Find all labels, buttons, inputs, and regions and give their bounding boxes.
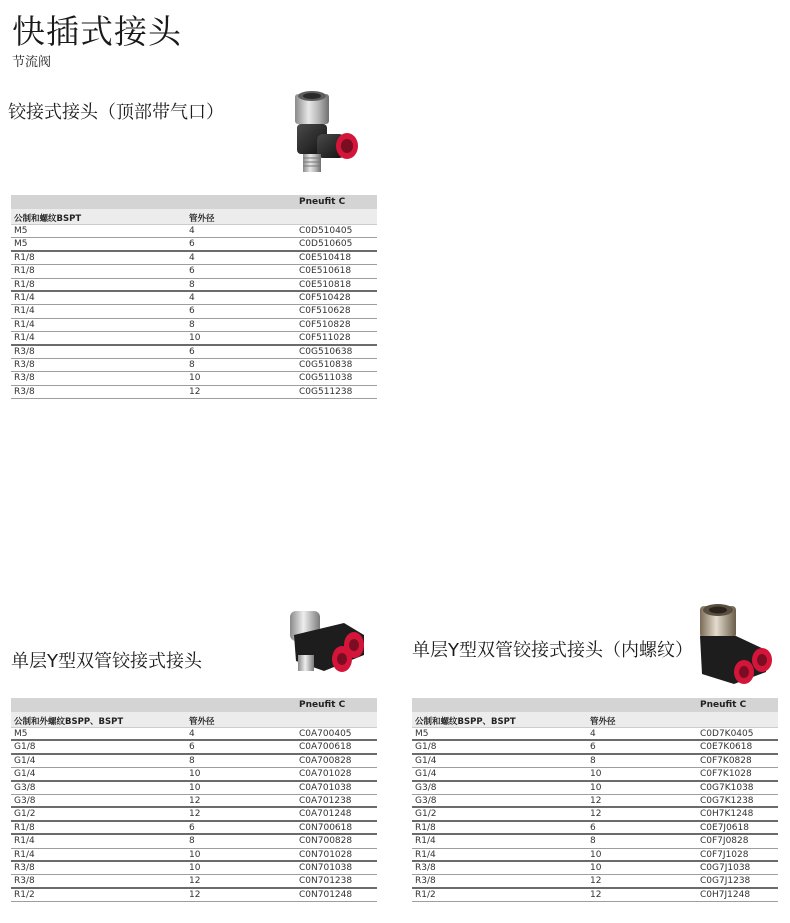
tube-od-cell: 6 [189, 266, 195, 277]
table-row [412, 862, 778, 875]
thread-cell: G1/8 [415, 742, 437, 753]
tube-od-cell: 10 [189, 333, 201, 344]
thread-cell: R3/8 [14, 373, 35, 384]
thread-cell: R1/4 [14, 836, 35, 847]
table-row [11, 265, 377, 278]
thread-cell: R1/8 [14, 279, 35, 290]
thread-cell: R3/8 [415, 876, 436, 887]
part-code-cell: C0F510628 [299, 306, 351, 317]
tube-od-cell: 10 [189, 769, 201, 780]
part-code-cell: C0A700828 [299, 755, 352, 766]
brand-band [11, 195, 377, 209]
thread-cell: G1/4 [14, 755, 36, 766]
part-code-cell: C0E7J0618 [700, 822, 749, 833]
table-y-twin-swivel-female [412, 698, 778, 902]
part-code-cell: C0F510428 [299, 292, 351, 303]
thread-cell: R1/4 [415, 836, 436, 847]
thread-cell: G1/8 [14, 742, 36, 753]
part-code-cell: C0F511028 [299, 333, 351, 344]
tube-od-cell: 8 [189, 755, 195, 766]
table-row [11, 332, 377, 345]
tube-od-cell: 6 [590, 822, 596, 833]
tube-od-cell: 10 [590, 769, 602, 780]
tube-od-cell: 8 [189, 359, 195, 370]
tube-od-cell: 4 [189, 226, 195, 236]
table-row [412, 741, 778, 754]
thread-cell: M5 [14, 239, 28, 250]
thread-cell: R3/8 [415, 862, 436, 873]
thread-cell: G3/8 [415, 782, 437, 793]
table-row [412, 808, 778, 821]
tube-od-cell: 12 [189, 876, 201, 887]
thread-cell: M5 [14, 226, 28, 236]
part-code-cell: C0D7K0405 [700, 729, 754, 739]
table-header [11, 209, 377, 225]
thread-cell: R1/4 [14, 333, 35, 344]
table-row [11, 292, 377, 305]
brand-label: Pneufit C [299, 700, 346, 710]
tube-od-cell: 8 [189, 319, 195, 330]
tube-od-cell: 6 [189, 822, 195, 833]
table-row [11, 372, 377, 385]
thread-cell: G1/2 [14, 809, 36, 820]
table-row [11, 305, 377, 318]
tube-od-cell: 12 [189, 795, 201, 806]
tube-od-cell: 12 [590, 809, 602, 820]
part-code-cell: C0F7J0828 [700, 836, 749, 847]
part-code-cell: C0N701248 [299, 889, 353, 900]
thread-cell: R1/8 [415, 822, 436, 833]
thread-cell: G1/4 [415, 755, 437, 766]
table-row [11, 808, 377, 821]
thread-cell: R1/8 [14, 266, 35, 277]
table-row [11, 795, 377, 808]
section-title-y-twin-swivel: 单层Y型双管铰接式接头 [11, 651, 202, 672]
table-row [11, 252, 377, 265]
table-row [412, 728, 778, 741]
table-row [11, 359, 377, 372]
tube-od-cell: 10 [590, 849, 602, 860]
part-code-cell: C0H7J1248 [700, 889, 751, 900]
tube-od-cell: 12 [189, 809, 201, 820]
table-row [412, 782, 778, 795]
y-twin-swivel-fitting-image [284, 605, 380, 677]
thread-cell: R1/4 [14, 319, 35, 330]
page-subtitle: 节流阀 [12, 55, 52, 70]
tube-od-cell: 12 [590, 876, 602, 887]
table-row [412, 835, 778, 848]
part-code-cell: C0N700618 [299, 822, 353, 833]
thread-cell: G1/2 [415, 809, 437, 820]
col-tube-header: 管外径 [189, 717, 215, 727]
table-row [11, 849, 377, 862]
part-code-cell: C0E7K0618 [700, 742, 753, 753]
part-code-cell: C0N700828 [299, 836, 353, 847]
part-code-cell: C0G7K1238 [700, 795, 754, 806]
thread-cell: R1/2 [14, 889, 35, 900]
tube-od-cell: 8 [189, 836, 195, 847]
col-thread-header: 公制和螺纹BSPP、BSPT [415, 717, 516, 727]
thread-cell: G3/8 [14, 782, 36, 793]
thread-cell: R3/8 [14, 359, 35, 370]
table-row [412, 795, 778, 808]
tube-od-cell: 8 [189, 279, 195, 290]
tube-od-cell: 10 [590, 782, 602, 793]
brand-label: Pneufit C [299, 197, 346, 207]
y-twin-swivel-female-fitting-image [690, 600, 780, 690]
tube-od-cell: 10 [189, 849, 201, 860]
tube-od-cell: 12 [590, 889, 602, 900]
part-code-cell: C0F7K0828 [700, 755, 752, 766]
table-row [412, 755, 778, 768]
thread-cell: M5 [14, 729, 28, 739]
brand-label: Pneufit C [700, 700, 747, 710]
thread-cell: R1/2 [415, 889, 436, 900]
table-row [11, 741, 377, 754]
thread-cell: G3/8 [415, 795, 437, 806]
tube-od-cell: 4 [590, 729, 596, 739]
brand-band [11, 698, 377, 712]
tube-od-cell: 4 [189, 252, 195, 263]
part-code-cell: C0D510405 [299, 226, 353, 236]
table-header [11, 712, 377, 728]
part-code-cell: C0G511238 [299, 386, 353, 397]
table-row [11, 822, 377, 835]
part-code-cell: C0F7J1028 [700, 849, 749, 860]
part-code-cell: C0G510838 [299, 359, 353, 370]
part-code-cell: C0N701028 [299, 849, 353, 860]
table-row [11, 728, 377, 741]
table-row [11, 346, 377, 359]
table-row [11, 755, 377, 768]
table-row [11, 319, 377, 332]
table-swivel-top-port [11, 195, 377, 399]
thread-cell: R1/4 [415, 849, 436, 860]
part-code-cell: C0A701238 [299, 795, 352, 806]
part-code-cell: C0E510418 [299, 252, 352, 263]
tube-od-cell: 10 [189, 373, 201, 384]
tube-od-cell: 8 [590, 836, 596, 847]
part-code-cell: C0E510818 [299, 279, 352, 290]
part-code-cell: C0D510605 [299, 239, 353, 250]
thread-cell: G3/8 [14, 795, 36, 806]
table-header [412, 712, 778, 728]
part-code-cell: C0E510618 [299, 266, 352, 277]
part-code-cell: C0A700405 [299, 729, 352, 739]
thread-cell: G1/4 [415, 769, 437, 780]
page-title: 快插式接头 [12, 12, 182, 51]
thread-cell: R3/8 [14, 862, 35, 873]
swivel-elbow-fitting-image [283, 90, 365, 180]
tube-od-cell: 10 [189, 862, 201, 873]
col-thread-header: 公制和螺纹BSPT [14, 214, 82, 224]
part-code-cell: C0A701038 [299, 782, 352, 793]
table-row [11, 875, 377, 888]
thread-cell: R1/8 [14, 252, 35, 263]
tube-od-cell: 10 [189, 782, 201, 793]
part-code-cell: C0N701038 [299, 862, 353, 873]
part-code-cell: C0F510828 [299, 319, 351, 330]
thread-cell: R3/8 [14, 346, 35, 357]
brand-band [412, 698, 778, 712]
table-row [11, 835, 377, 848]
tube-od-cell: 12 [189, 386, 201, 397]
tube-od-cell: 10 [590, 862, 602, 873]
thread-cell: R1/4 [14, 306, 35, 317]
part-code-cell: C0A700618 [299, 742, 352, 753]
thread-cell: R1/4 [14, 849, 35, 860]
thread-cell: R3/8 [14, 876, 35, 887]
part-code-cell: C0G7J1238 [700, 876, 751, 887]
part-code-cell: C0A701248 [299, 809, 352, 820]
tube-od-cell: 6 [189, 239, 195, 250]
table-row [11, 279, 377, 292]
part-code-cell: C0G510638 [299, 346, 353, 357]
tube-od-cell: 6 [189, 306, 195, 317]
table-row [11, 862, 377, 875]
section-title-y-twin-swivel-female: 单层Y型双管铰接式接头（内螺纹） [412, 640, 693, 661]
tube-od-cell: 6 [189, 346, 195, 357]
table-row [412, 889, 778, 902]
table-row [11, 782, 377, 795]
table-row [412, 849, 778, 862]
table-row [11, 768, 377, 781]
tube-od-cell: 12 [590, 795, 602, 806]
table-row [11, 238, 377, 251]
col-tube-header: 管外径 [189, 214, 215, 224]
tube-od-cell: 4 [189, 292, 195, 303]
part-code-cell: C0G511038 [299, 373, 353, 384]
table-row [11, 386, 377, 399]
part-code-cell: C0F7K1028 [700, 769, 752, 780]
thread-cell: G1/4 [14, 769, 36, 780]
table-row [412, 768, 778, 781]
thread-cell: R1/4 [14, 292, 35, 303]
tube-od-cell: 6 [590, 742, 596, 753]
section-title-swivel-top-port: 铰接式接头（顶部带气口） [8, 102, 224, 123]
part-code-cell: C0G7K1038 [700, 782, 754, 793]
thread-cell: R3/8 [14, 386, 35, 397]
table-y-twin-swivel [11, 698, 377, 902]
tube-od-cell: 12 [189, 889, 201, 900]
table-row [11, 889, 377, 902]
table-row [412, 822, 778, 835]
tube-od-cell: 4 [189, 729, 195, 739]
part-code-cell: C0H7K1248 [700, 809, 754, 820]
table-row [11, 225, 377, 238]
tube-od-cell: 6 [189, 742, 195, 753]
col-thread-header: 公制和外螺纹BSPP、BSPT [14, 717, 124, 727]
thread-cell: M5 [415, 729, 429, 739]
part-code-cell: C0A701028 [299, 769, 352, 780]
tube-od-cell: 8 [590, 755, 596, 766]
thread-cell: R1/8 [14, 822, 35, 833]
part-code-cell: C0N701238 [299, 876, 353, 887]
part-code-cell: C0G7J1038 [700, 862, 751, 873]
table-row [412, 875, 778, 888]
col-tube-header: 管外径 [590, 717, 616, 727]
